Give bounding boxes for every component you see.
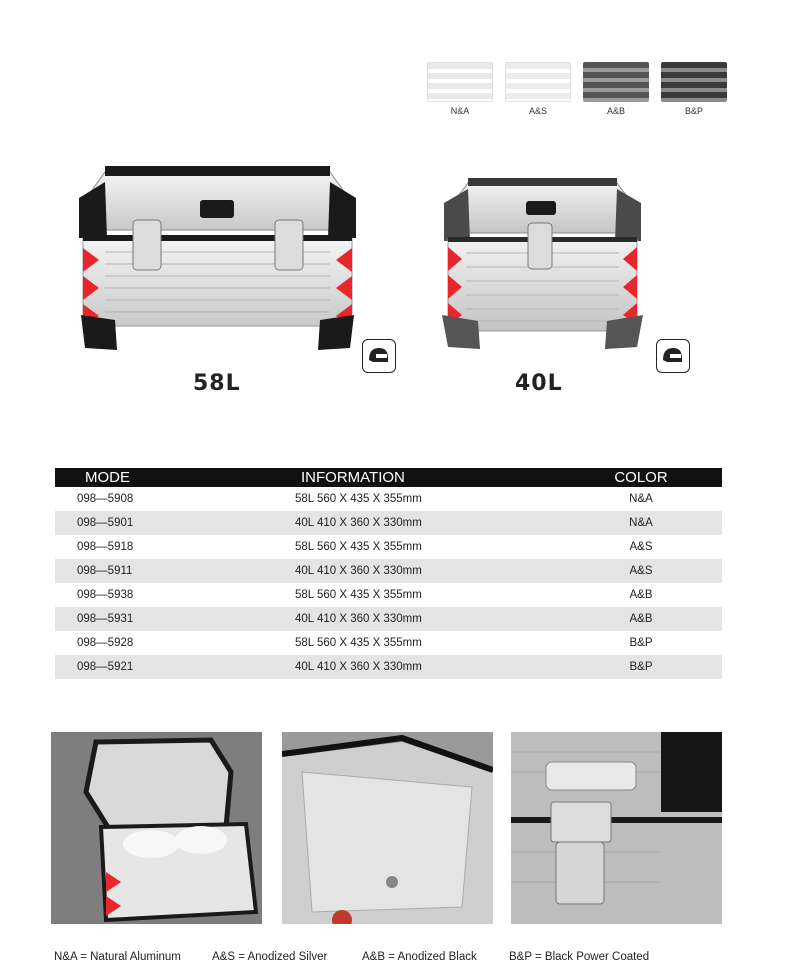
table-row xyxy=(55,487,722,511)
capacity-label-40l: 40L xyxy=(515,371,563,396)
swatch-label: N&A xyxy=(450,106,470,116)
swatch-label: A&S xyxy=(528,106,547,116)
helmet-capacity-icon xyxy=(362,339,396,373)
cell-info: 40L 410 X 360 X 330mm xyxy=(193,559,560,583)
cell-color: A&S xyxy=(560,559,722,583)
table-row xyxy=(55,607,722,631)
capacity-label-58l: 58L xyxy=(193,371,241,396)
swatch-as-sample xyxy=(505,62,571,102)
legend-item: B&P = Black Power Coated xyxy=(509,951,650,963)
table-row xyxy=(55,655,722,679)
latch-detail-photo xyxy=(511,732,722,924)
swatch-ab-sample xyxy=(583,62,649,102)
open-case-with-helmets-photo xyxy=(51,732,262,924)
swatch-bp-sample xyxy=(661,62,727,102)
cell-mode: 098—5928 xyxy=(77,637,134,649)
cell-mode: 098—5901 xyxy=(55,511,193,535)
cell-color: A&B xyxy=(560,607,722,631)
case-interior-photo xyxy=(282,732,493,924)
header-mode: MODE xyxy=(55,468,193,487)
color-swatches xyxy=(427,62,727,116)
header-information: INFORMATION xyxy=(193,468,560,487)
cell-info: 58L 560 X 435 X 355mm xyxy=(295,637,422,649)
cell-mode: 098—5931 xyxy=(55,607,193,631)
cell-mode: 098—5938 xyxy=(77,589,134,601)
cell-info: 58L 560 X 435 X 355mm xyxy=(295,493,422,505)
cell-color: A&S xyxy=(629,541,653,553)
color-code-legend xyxy=(54,951,649,963)
swatch-bp xyxy=(661,62,727,116)
table-header-row xyxy=(55,468,722,487)
top-case-40l-image xyxy=(440,175,645,355)
header-color: COLOR xyxy=(560,468,722,487)
table-row xyxy=(55,535,722,559)
cell-color: B&P xyxy=(560,655,722,679)
spec-table xyxy=(55,468,722,679)
cell-mode: 098—5921 xyxy=(55,655,193,679)
swatch-na xyxy=(427,62,493,116)
table-row xyxy=(55,511,722,535)
cell-info: 40L 410 X 360 X 330mm xyxy=(193,607,560,631)
legend-item: A&S = Anodized Silver xyxy=(212,951,328,963)
swatch-label: A&B xyxy=(606,106,625,116)
table-row xyxy=(55,583,722,607)
cell-info: 40L 410 X 360 X 330mm xyxy=(193,511,560,535)
cell-color: N&A xyxy=(560,511,722,535)
helmet-capacity-icon xyxy=(656,339,690,373)
top-case-58l-image xyxy=(75,160,360,355)
swatch-label: B&P xyxy=(684,106,703,116)
cell-color: N&A xyxy=(629,493,653,505)
cell-mode: 098—5918 xyxy=(77,541,134,553)
cell-mode: 098—5911 xyxy=(55,559,193,583)
cell-info: 40L 410 X 360 X 330mm xyxy=(193,655,560,679)
cell-info: 58L 560 X 435 X 355mm xyxy=(295,541,422,553)
table-row xyxy=(55,631,722,655)
swatch-na-sample xyxy=(427,62,493,102)
cell-color: B&P xyxy=(629,637,653,649)
legend-item: A&B = Anodized Black xyxy=(362,951,477,963)
swatch-as xyxy=(505,62,571,116)
swatch-ab xyxy=(583,62,649,116)
table-row xyxy=(55,559,722,583)
cell-mode: 098—5908 xyxy=(77,493,134,505)
cell-info: 58L 560 X 435 X 355mm xyxy=(295,589,422,601)
cell-color: A&B xyxy=(629,589,653,601)
legend-item: N&A = Natural Aluminum xyxy=(54,951,181,963)
